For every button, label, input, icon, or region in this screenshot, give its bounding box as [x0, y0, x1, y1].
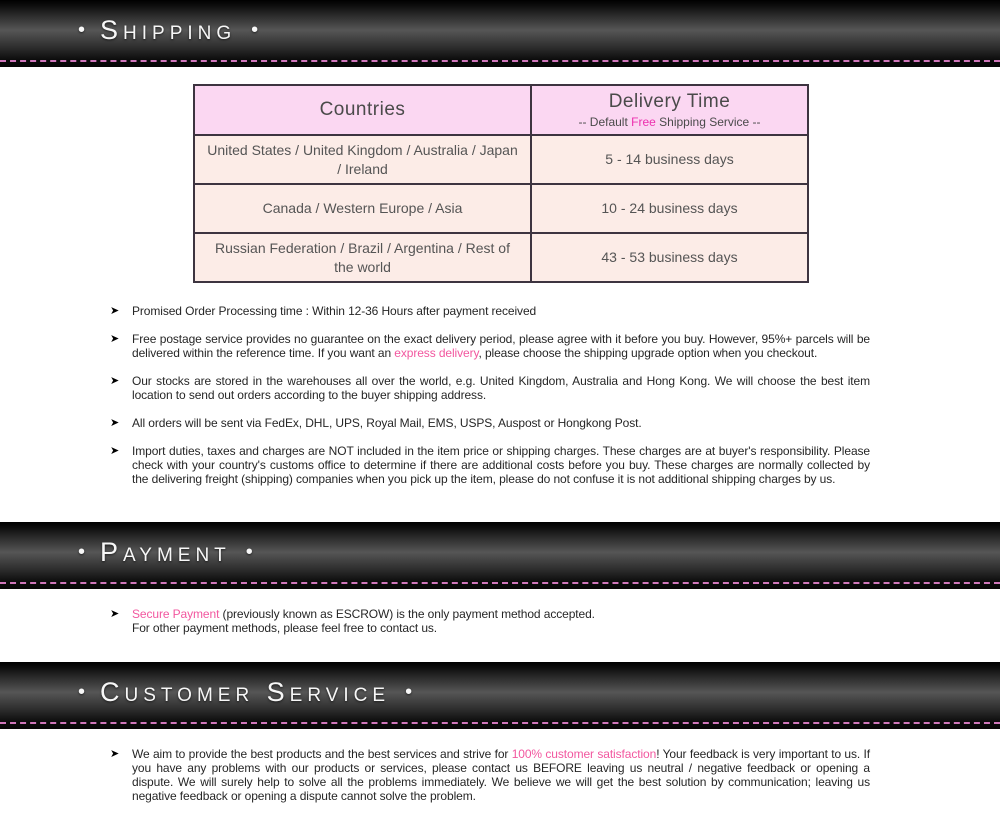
- highlight-customer-satisfaction: 100% customer satisfaction: [511, 747, 657, 761]
- arrow-bullet-icon: ➤: [110, 375, 120, 387]
- delivery-time-column-header: Delivery Time -- Default Free Shipping Service --: [531, 85, 808, 135]
- arrow-bullet-icon: ➤: [110, 417, 120, 429]
- customer-service-heading-label: Customer Service: [100, 676, 391, 707]
- note-text: Promised Order Processing time : Within 12-36 Hours after payment received: [132, 304, 537, 318]
- heading-dot-left: •: [78, 680, 86, 703]
- heading-dot-left: •: [78, 18, 86, 41]
- list-item: [110, 747, 870, 803]
- payment-heading: [78, 522, 253, 582]
- list-item: [110, 607, 870, 635]
- delivery-cell: 10 - 24 business days: [531, 184, 808, 233]
- heading-dot-left: •: [78, 540, 86, 563]
- heading-dot-right: •: [251, 18, 259, 41]
- arrow-bullet-icon: ➤: [110, 608, 120, 620]
- arrow-bullet-icon: ➤: [110, 748, 120, 760]
- countries-cell: Canada / Western Europe / Asia: [194, 184, 531, 233]
- highlight-secure-payment: Secure Payment: [132, 607, 220, 621]
- list-item: [110, 304, 870, 318]
- note-text: Import duties, taxes and charges are NOT included in the item price or shipping charges. These charges are at buyer's responsibility. Please check with your country's customs office to determine if there are additional costs before you buy. These charges are normally collected by the delivering freight (shipping) companies when you pick up the item, please do not confuse it is not additional shipping charges by us.: [132, 444, 870, 486]
- customer-service-banner: [0, 662, 1000, 729]
- highlight-express-delivery: express delivery: [394, 346, 479, 360]
- table-header-row: [194, 85, 808, 135]
- delivery-time-table: [193, 84, 809, 283]
- dashed-divider: [0, 722, 1000, 724]
- payment-heading-label: Payment: [100, 536, 231, 567]
- shipping-heading-label: Shipping: [100, 14, 237, 45]
- list-item: [110, 332, 870, 360]
- table-row: [194, 184, 808, 233]
- payment-notes: [110, 607, 870, 635]
- arrow-bullet-icon: ➤: [110, 445, 120, 457]
- dashed-divider: [0, 60, 1000, 62]
- note-text: [132, 607, 595, 635]
- shipping-heading: [78, 0, 258, 60]
- dashed-divider: [0, 582, 1000, 584]
- note-text: Our stocks are stored in the warehouses all over the world, e.g. United Kingdom, Australia and Hong Kong. We will choose the best item location to send out orders according to the buyer shipping address.: [132, 374, 870, 402]
- countries-cell: United States / United Kingdom / Australia / Japan / Ireland: [194, 135, 531, 184]
- list-item: [110, 374, 870, 402]
- countries-cell: Russian Federation / Brazil / Argentina / Rest of the world: [194, 233, 531, 282]
- arrow-bullet-icon: ➤: [110, 333, 120, 345]
- list-item: [110, 444, 870, 486]
- payment-banner: [0, 522, 1000, 589]
- payment-note-line1: Secure Payment (previously known as ESCROW) is the only payment method accepted.: [132, 607, 595, 621]
- list-item: [110, 416, 870, 430]
- heading-dot-right: •: [245, 540, 253, 563]
- heading-dot-right: •: [405, 680, 413, 703]
- customer-service-heading: [78, 662, 412, 722]
- note-text: All orders will be sent via FedEx, DHL, UPS, Royal Mail, EMS, USPS, Auspost or Hongkong Post.: [132, 416, 642, 430]
- free-shipping-highlight: Free: [631, 115, 656, 129]
- note-text: Free postage service provides no guarantee on the exact delivery period, please agree with it before you buy. However, 95%+ parcels will be delivered within the reference time. If you want an express delivery, please choose the shipping upgrade option when you checkout.: [132, 332, 870, 360]
- delivery-cell: 5 - 14 business days: [531, 135, 808, 184]
- countries-column-header: Countries: [194, 85, 531, 135]
- note-text: We aim to provide the best products and the best services and strive for 100% customer satisfaction! Your feedback is very important to us. If you have any problems with our products or services, please contact us BEFORE leaving us neutral / negative feedback or opening a dispute. We will surely help to solve all the problems immediately. We believe we will get the best solution by communication; leaving us negative feedback or opening a dispute cannot solve the problem.: [132, 747, 871, 803]
- shipping-notes: [110, 304, 870, 486]
- payment-note-line2: For other payment methods, please feel free to contact us.: [132, 621, 438, 635]
- table-row: [194, 233, 808, 282]
- shipping-banner: [0, 0, 1000, 67]
- customer-service-notes: [110, 747, 870, 803]
- delivery-subtitle: -- Default Free Shipping Service --: [578, 115, 761, 129]
- arrow-bullet-icon: ➤: [110, 305, 120, 317]
- table-row: [194, 135, 808, 184]
- delivery-cell: 43 - 53 business days: [531, 233, 808, 282]
